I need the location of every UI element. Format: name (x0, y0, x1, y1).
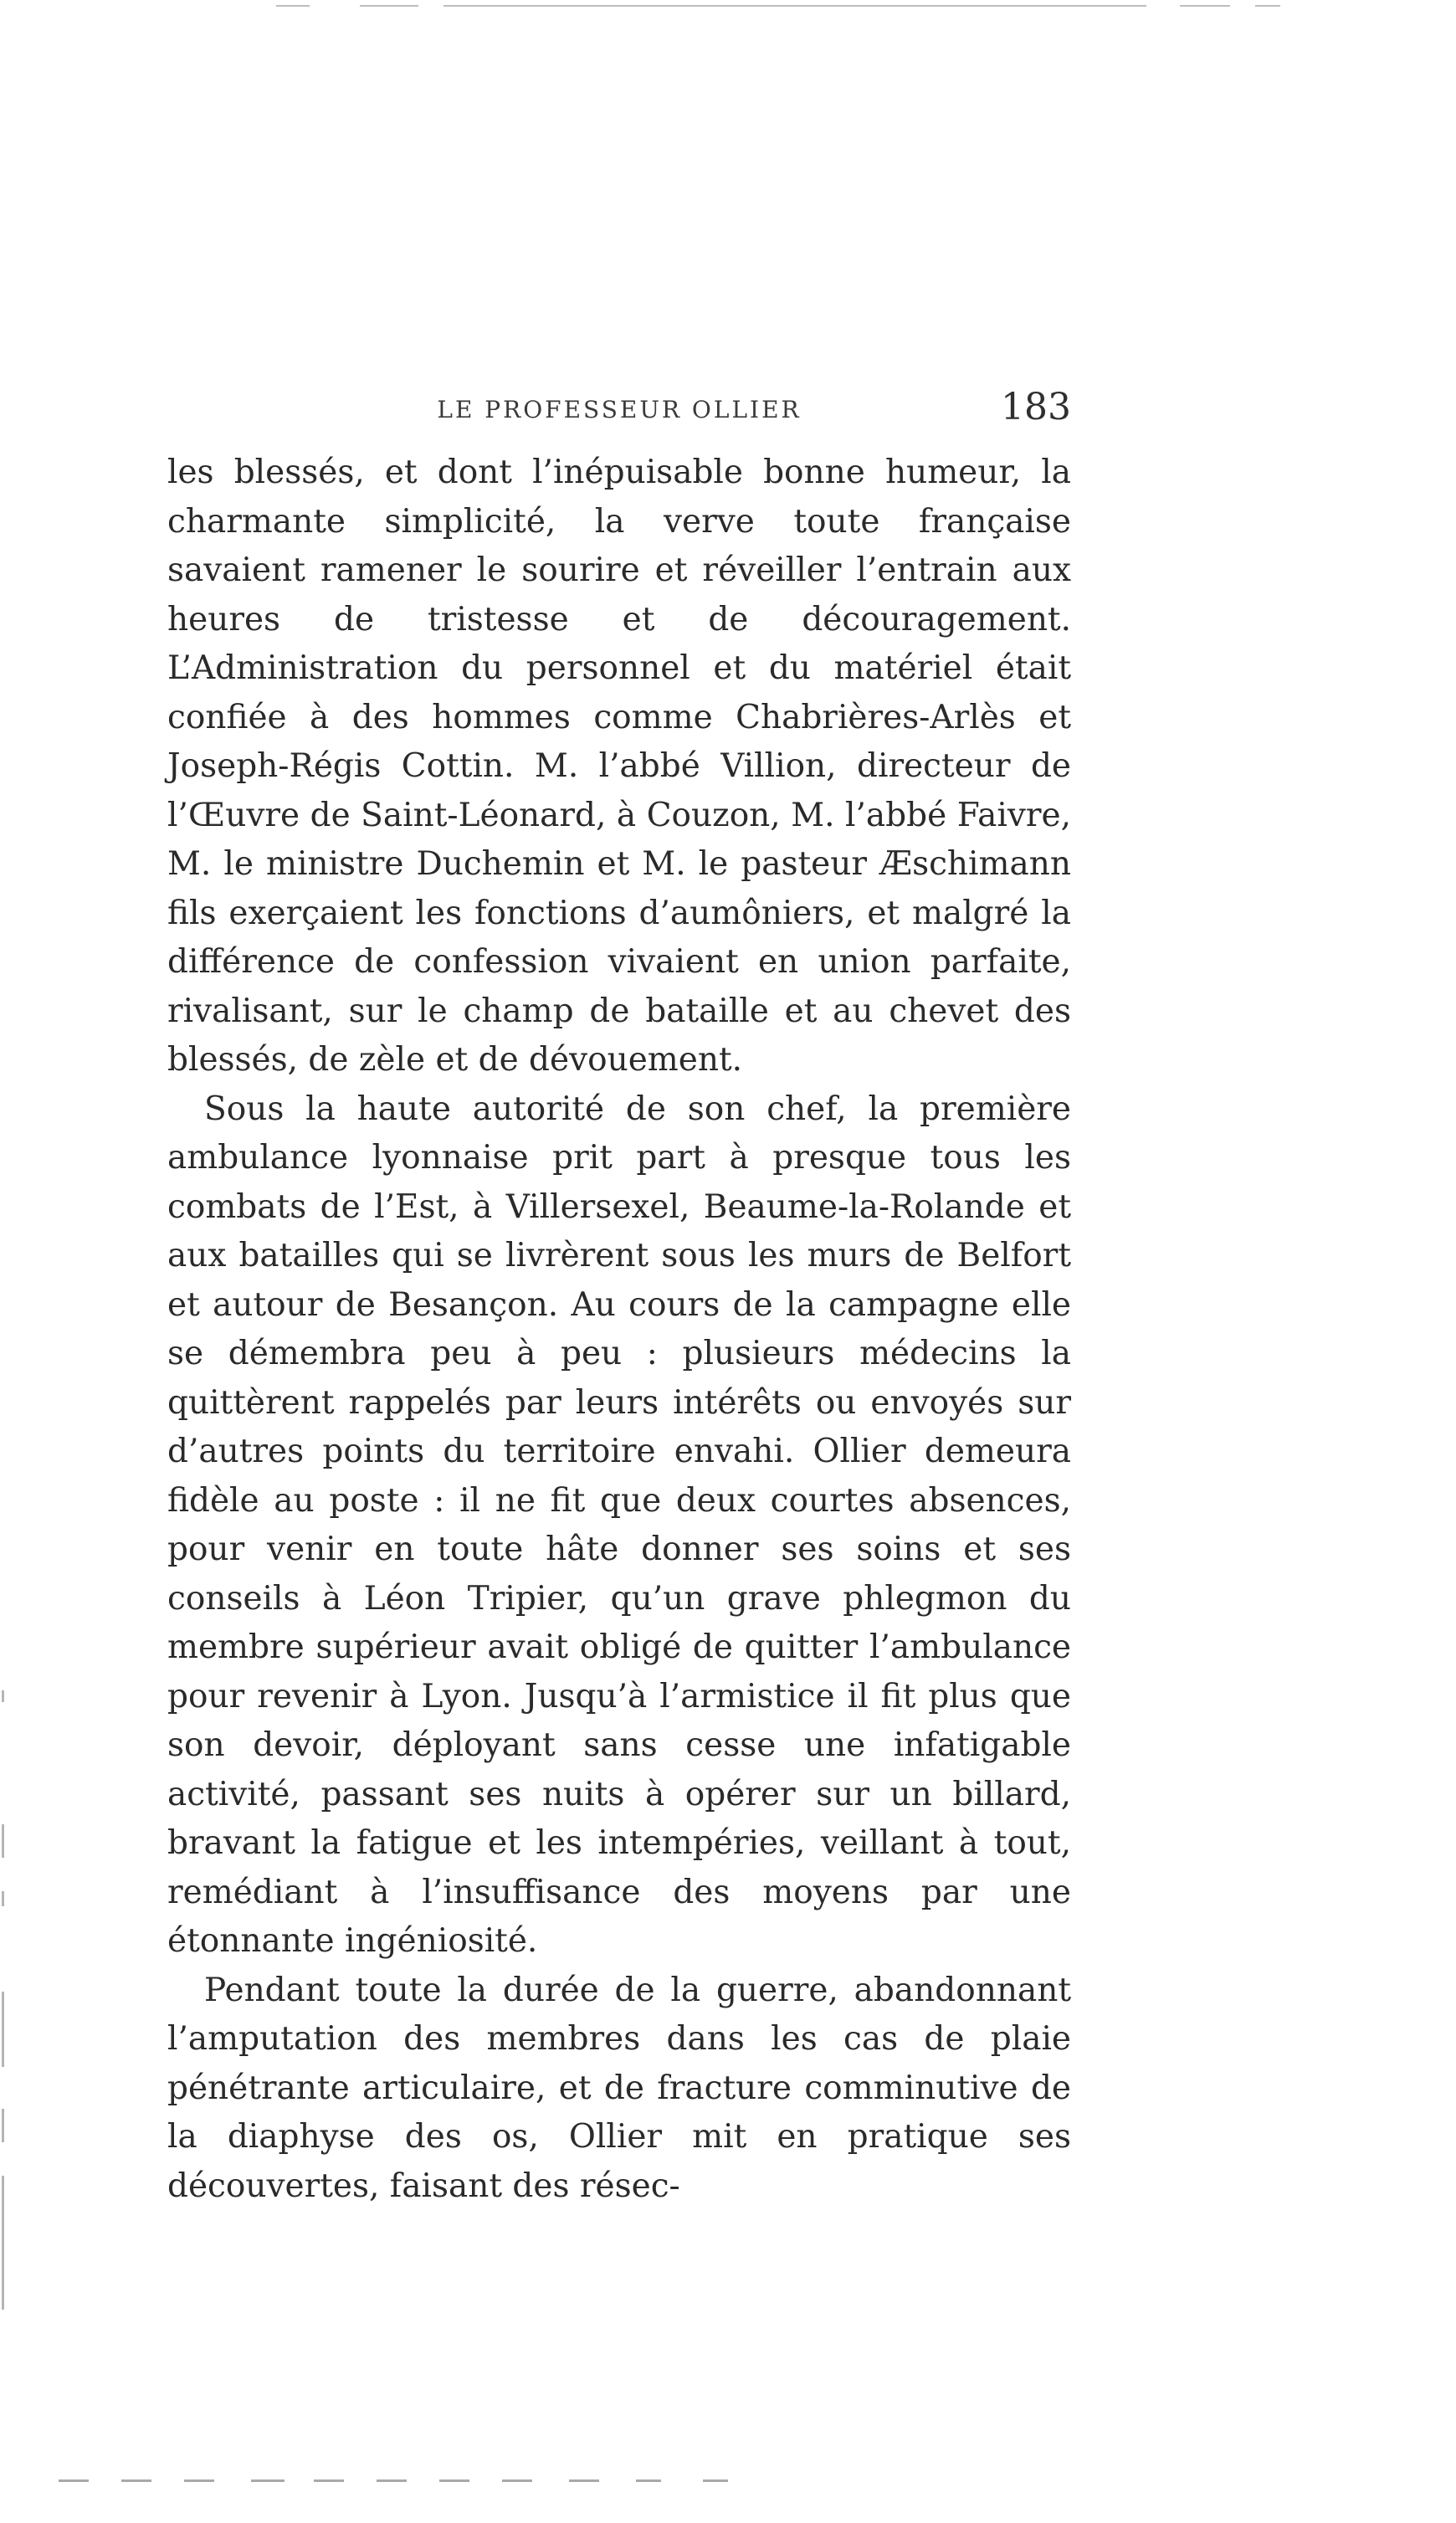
body-text (167, 449, 1071, 2211)
scan-tick (2, 1690, 4, 1702)
scan-dash (569, 2479, 599, 2482)
scan-tick (2, 1992, 4, 2067)
scan-dash (276, 5, 310, 7)
scan-tick (2, 1824, 4, 1858)
scan-dash (251, 2479, 285, 2482)
scan-dash (1180, 5, 1230, 7)
page-header (167, 381, 1071, 431)
scan-dash (439, 2479, 469, 2482)
scan-dash (59, 2479, 89, 2482)
scan-dash (443, 5, 1146, 7)
scan-tick (2, 1891, 4, 1906)
top-scan-marks (0, 0, 1456, 17)
scan-dash (502, 2479, 532, 2482)
scan-dash (184, 2479, 214, 2482)
running-title: LE PROFESSEUR OLLIER (437, 396, 802, 423)
bottom-scan-marks (0, 2473, 1456, 2490)
scan-dash (360, 5, 418, 7)
scan-dash (314, 2479, 344, 2482)
scan-tick (2, 2176, 4, 2310)
scan-dash (703, 2479, 728, 2482)
scan-dash (636, 2479, 661, 2482)
left-edge-marks (0, 1690, 8, 2360)
scan-dash (377, 2479, 407, 2482)
page-number: 183 (1001, 386, 1071, 428)
paragraph: Pendant toute la durée de la guerre, abandonnant l’amputation des membres dans les cas de plaie pénétrante articulaire, et de fracture comminutive de la diaphyse des os, Ollier mit en pratique ses découvertes, faisant des résec- (167, 1971, 1071, 2205)
scan-dash (1255, 5, 1280, 7)
scan-dash (121, 2479, 151, 2482)
scan-tick (2, 2109, 4, 2142)
paragraph-continued: les blessés, et dont l’inépuisable bonne humeur, la charmante simplicité, la verve toute française savaient ramener le sourire et réveiller l’entrain aux heures de tristesse et de découragement. L’Administration du personnel et du matériel était confiée à des hommes comme Chabrières-Arlès et Joseph-Régis Cottin. M. l’abbé Villion, directeur de l’Œuvre de Saint-Léonard, à Couzon, M. l’abbé Faivre, M. le ministre Duchemin et M. le pasteur Æschimann fils exerçaient les fonctions d’aumôniers, et malgré la différence de confession vivaient en union parfaite, rivalisant, sur le champ de bataille et au chevet des blessés, de zèle et de dévouement. (167, 454, 1071, 1079)
paragraph: Sous la haute autorité de son chef, la première ambulance lyonnaise prit part à presque tous les combats de l’Est, à Villersexel, Beaume-la-Rolande et aux batailles qui se livrèrent sous les murs de Belfort et autour de Besançon. Au cours de la campagne elle se démembra peu à peu : plusieurs médecins la quittèrent rappelés par leurs intérêts ou envoyés sur d’autres points du territoire envahi. Ollier demeura fidèle au poste : il ne fit que deux courtes absences, pour venir en toute hâte donner ses soins et ses conseils à Léon Tripier, qu’un grave phlegmon du membre supérieur avait obligé de quitter l’ambulance pour revenir à Lyon. Jusqu’à l’armistice il fit plus que son devoir, déployant sans cesse une infatigable activité, passant ses nuits à opérer sur un billard, bravant la fatigue et les intempéries, veillant à tout, remédiant à l’insuffisance des moyens par une étonnante ingéniosité. (167, 1090, 1071, 1960)
